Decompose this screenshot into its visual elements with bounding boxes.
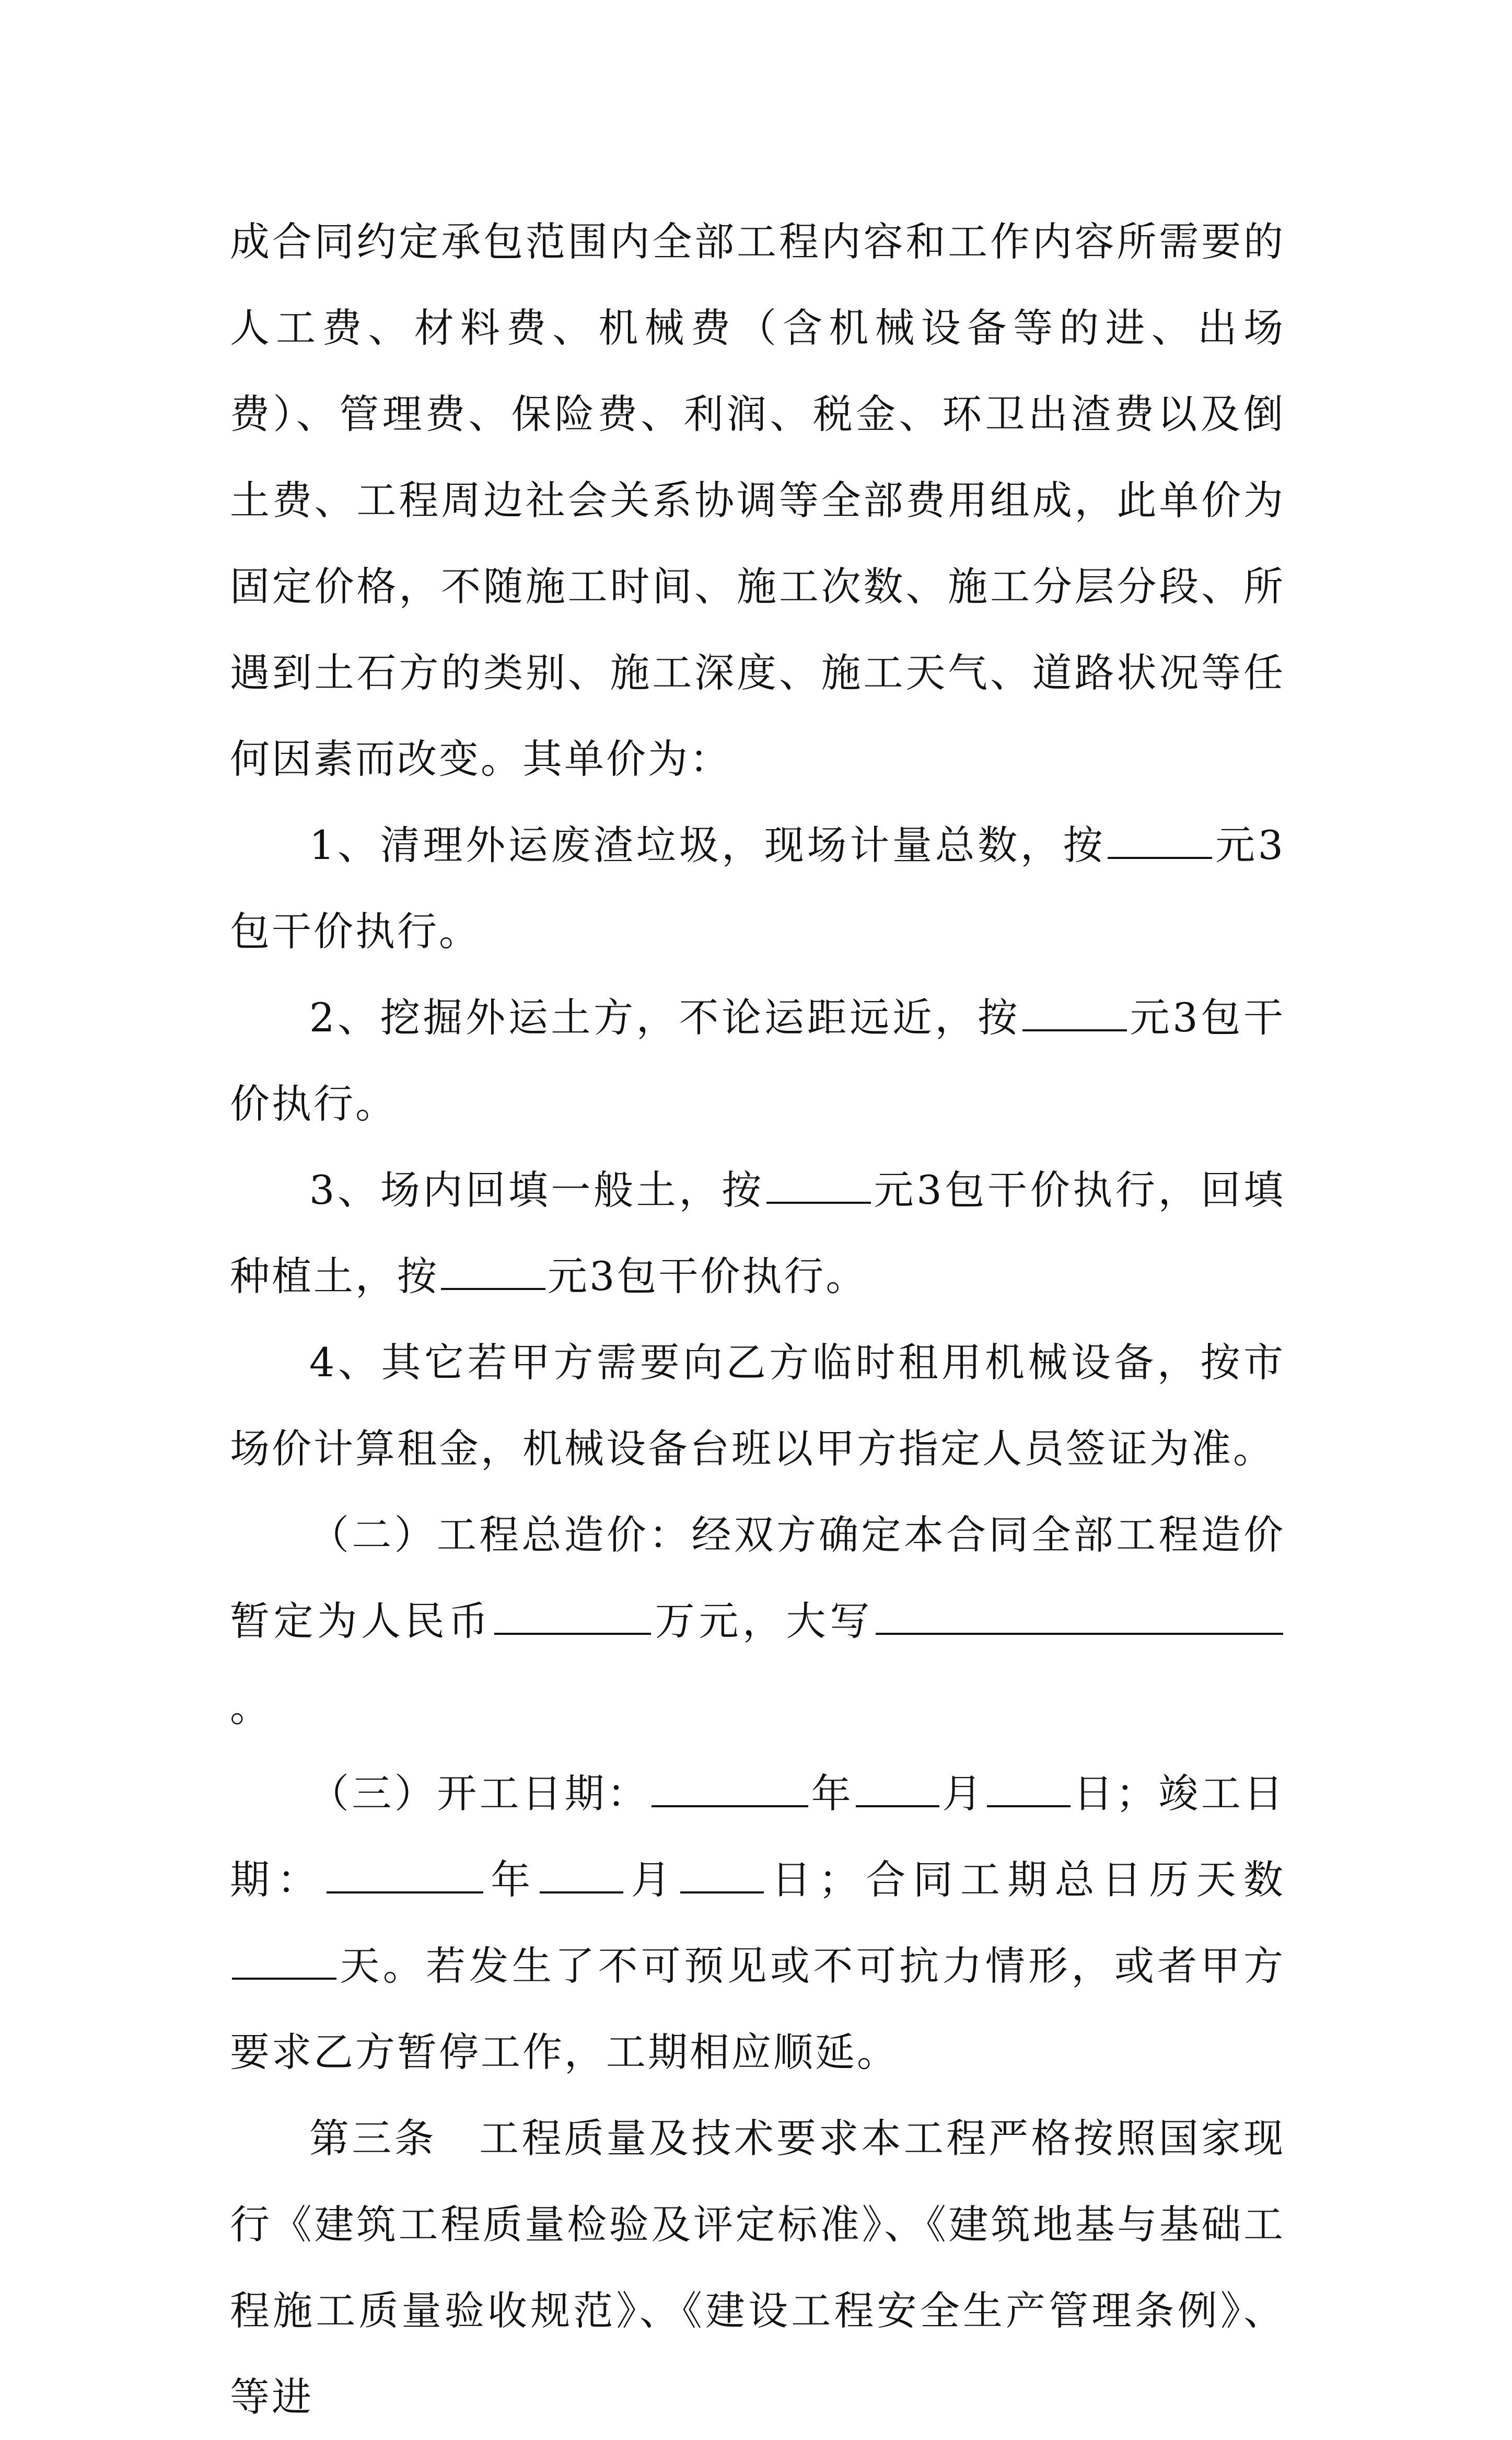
paragraph-schedule xyxy=(230,1750,1285,2095)
total-days-label: 日；合同工期总日历天数 xyxy=(766,1856,1286,1903)
blank-line xyxy=(987,1769,1071,1807)
blank-line xyxy=(766,1165,871,1204)
start-month-label: 月 xyxy=(941,1770,985,1817)
blank-line xyxy=(680,1855,764,1893)
blank-line xyxy=(232,1941,336,1980)
blank-line xyxy=(1022,993,1127,1031)
paragraph-item-4: 4、其它若甲方需要向乙方临时租用机械设备，按市场价计算租金，机械设备台班以甲方指定人员签证为准。 xyxy=(230,1339,1285,1472)
paragraph-item-1 xyxy=(230,802,1285,974)
start-date-label: （三）开工日期： xyxy=(309,1770,650,1817)
paragraph-article-3: 第三条 工程质量及技术要求本工程严格按照国家现行《建筑工程质量检验及评定标准》、《建筑地基与基础工程施工质量验收规范》、《建设工程安全生产管理条例》、等进 xyxy=(230,2115,1285,2420)
total-cost-text: （二）工程总造价：经双方确定本合同全部工程造价暂定为人民币 xyxy=(230,1512,1285,1644)
blank-line xyxy=(652,1769,808,1807)
item-3-middle: 元3包干价执行，回填种植土，按 xyxy=(230,1167,1285,1299)
item-2-tail: 元3包干价执行。 xyxy=(230,994,1285,1127)
blank-line xyxy=(441,1251,545,1290)
blank-line xyxy=(1108,820,1212,859)
paragraph-item-3 xyxy=(230,1147,1285,1319)
blank-line xyxy=(540,1855,623,1893)
blank-line xyxy=(494,1596,651,1635)
item-1-tail: 元3包干价执行。 xyxy=(230,822,1285,955)
blank-line xyxy=(856,1769,939,1807)
document-body xyxy=(230,199,1285,2440)
item-3-text: 3、场内回填一般土，按 xyxy=(309,1167,764,1213)
paragraph-cost-composition: 成合同约定承包范围内全部工程内容和工作内容所需要的人工费、材料费、机械费（含机械设备等的进、出场费）、管理费、保险费、利润、税金、环卫出渣费以及倒土费、工程周边社会关系协调等全部费用组成，此单价为固定价格，不随施工时间、施工次数、施工分层分段、所遇到土石方的类别、施工深度、施工天气、道路状况等任何因素而改变。其单价为： xyxy=(230,218,1285,782)
item-2-text: 2、挖掘外运土方，不论运距远近，按 xyxy=(309,994,1020,1041)
end-date-label: 日；竣工日期： xyxy=(230,1770,1286,1903)
end-month-label: 月 xyxy=(625,1856,679,1903)
item-3-tail: 元3包干价执行。 xyxy=(548,1253,868,1299)
end-year-label: 年 xyxy=(485,1856,538,1903)
schedule-tail: 天。若发生了不可预见或不可抗力情形，或者甲方要求乙方暂停工作，工期相应顺延。 xyxy=(230,1943,1285,2075)
paragraph-item-2 xyxy=(230,974,1285,1147)
paragraph-total-cost xyxy=(230,1492,1285,1750)
item-1-text: 1、清理外运废渣垃圾，现场计量总数，按 xyxy=(309,822,1106,868)
blank-line xyxy=(327,1855,483,1893)
blank-line xyxy=(876,1596,1283,1635)
start-year-label: 年 xyxy=(810,1770,854,1817)
total-cost-unit: 万元，大写 xyxy=(653,1598,874,1644)
total-cost-end: 。 xyxy=(230,1684,272,1730)
